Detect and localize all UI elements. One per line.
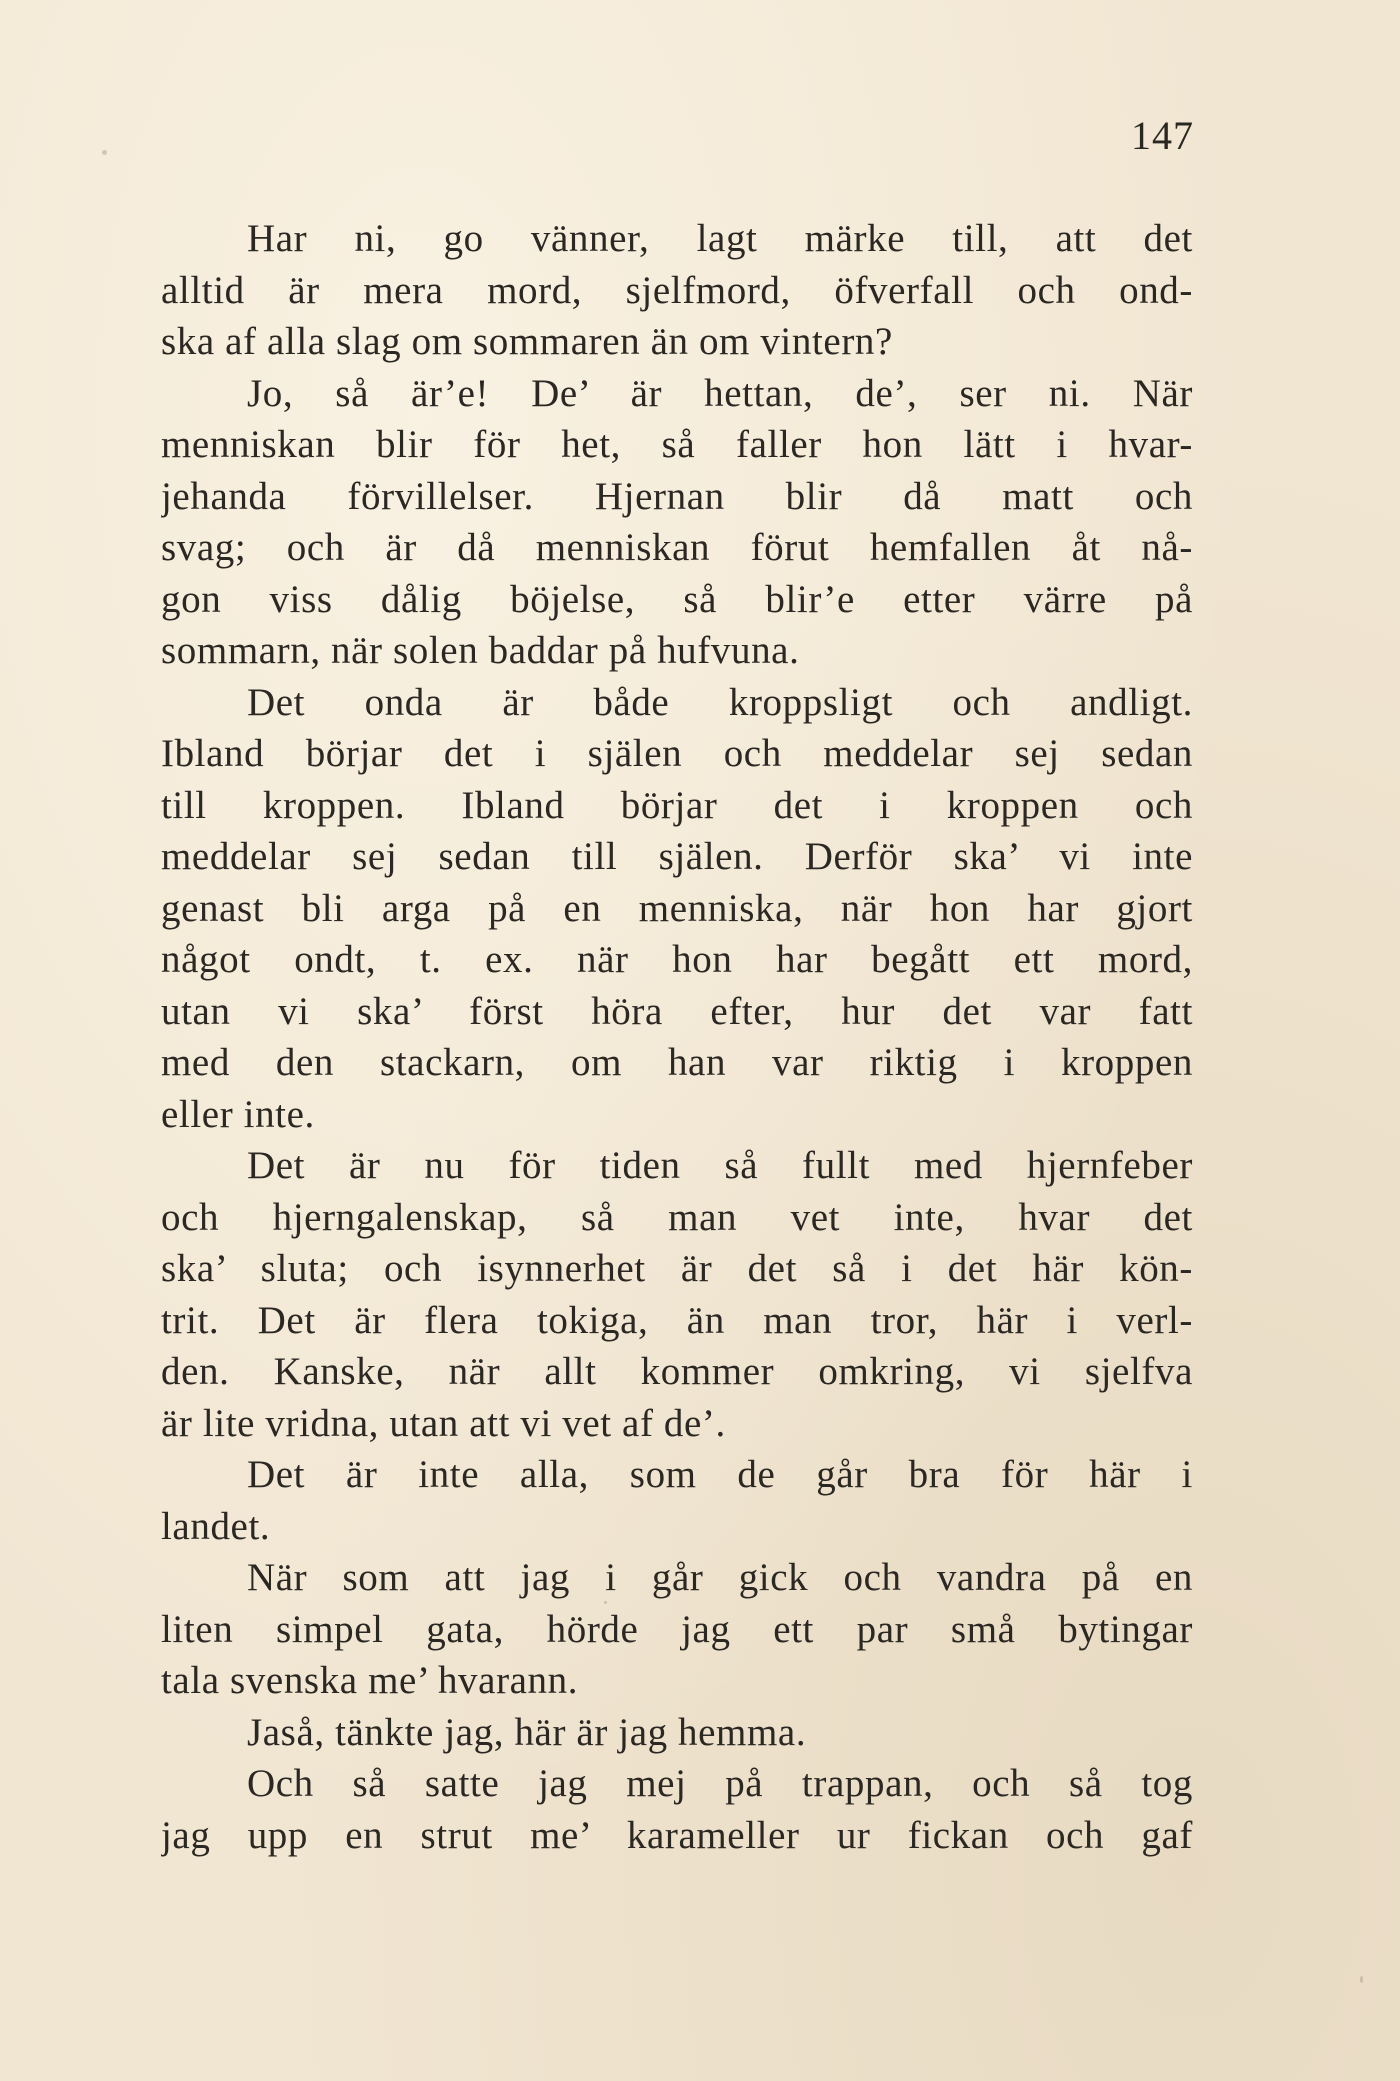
text-line: tala svenska me’ hvarann. xyxy=(161,1659,579,1702)
text-line: ska’ sluta; och isynnerhet är det så i det här kön- xyxy=(161,1247,1193,1290)
text-line: Har ni, go vänner, lagt märke till, att det xyxy=(247,217,1193,260)
text-line: svag; och är då menniskan förut hemfallen åt nå- xyxy=(161,526,1193,569)
text-line: Det är inte alla, som de går bra för här i xyxy=(247,1453,1193,1496)
text-line: Det är nu för tiden så fullt med hjernfeber xyxy=(247,1144,1193,1187)
text-line: jehanda förvillelser. Hjernan blir då matt och xyxy=(161,474,1193,518)
text-line: Det onda är både kroppsligt och andligt. xyxy=(247,680,1193,724)
text-line: eller inte. xyxy=(161,1092,315,1136)
text-line: är lite vridna, utan att vi vet af de’. xyxy=(161,1401,726,1445)
text-line: den. Kanske, när allt kommer omkring, vi sjelfva xyxy=(161,1350,1193,1393)
text-line: ska af alla slag om sommaren än om vintern? xyxy=(161,320,893,363)
text-line: alltid är mera mord, sjelfmord, öfverfall och ond- xyxy=(161,268,1193,312)
text-line: Och så satte jag mej på trappan, och så tog xyxy=(247,1762,1193,1805)
text-line: menniskan blir för het, så faller hon lätt i hvar- xyxy=(161,423,1193,466)
text-line: och hjerngalenskap, så man vet inte, hvar det xyxy=(161,1195,1193,1239)
text-line: till kroppen. Ibland börjar det i kroppen och xyxy=(161,783,1193,827)
text-line: liten simpel gata, hörde jag ett par små bytingar xyxy=(161,1607,1193,1651)
text-line: något ondt, t. ex. när hon har begått ett mord, xyxy=(161,938,1193,981)
body-text xyxy=(161,213,1193,1861)
text-line: med den stackarn, om han var riktig i kroppen xyxy=(161,1041,1193,1084)
text-line: gon viss dålig böjelse, så blir’e etter värre på xyxy=(161,577,1193,621)
paper-speck xyxy=(1360,1976,1363,1983)
text-line: Ibland börjar det i själen och meddelar sej sedan xyxy=(161,732,1193,775)
text-line: landet. xyxy=(161,1504,271,1548)
text-line: Jaså, tänkte jag, här är jag hemma. xyxy=(247,1710,807,1754)
page-number: 147 xyxy=(1131,113,1194,158)
text-line: trit. Det är flera tokiga, än man tror, här i verl- xyxy=(161,1298,1193,1342)
text-line: När som att jag i går gick och vandra på en xyxy=(247,1556,1193,1599)
paper-speck xyxy=(102,150,107,155)
paper-speck xyxy=(604,1601,607,1604)
text-line: Jo, så är’e! De’ är hettan, de’, ser ni. När xyxy=(247,371,1193,415)
text-line: jag upp en strut me’ karameller ur fickan och gaf xyxy=(161,1813,1193,1857)
text-line: genast bli arga på en menniska, när hon har gjort xyxy=(161,886,1193,930)
text-line: sommarn, när solen baddar på hufvuna. xyxy=(161,629,800,672)
text-line: utan vi ska’ först höra efter, hur det var fatt xyxy=(161,989,1193,1033)
text-line: meddelar sej sedan till själen. Derför ska’ vi inte xyxy=(161,835,1193,878)
